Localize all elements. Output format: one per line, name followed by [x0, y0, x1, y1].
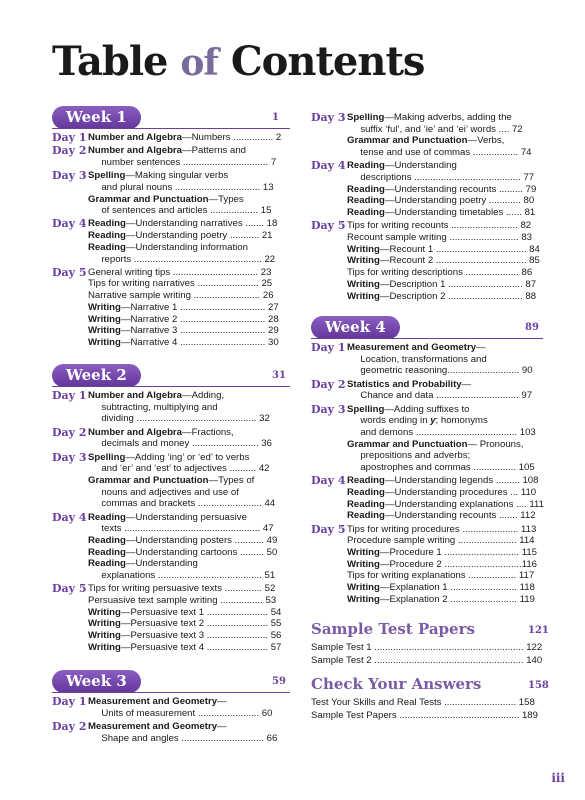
toc-entry: Grammar and Punctuation—Types [88, 193, 244, 205]
toc-entry: Procedure sample writing ...................... 114 [347, 535, 535, 547]
week-heading-rule [52, 692, 290, 693]
toc-entry: explanations ....................................... 51 [88, 570, 276, 581]
toc-entry: apostrophes and commas ................ 105 [347, 462, 535, 473]
toc-entry: Measurement and Geometry— [88, 720, 227, 732]
week-heading-rule [52, 386, 290, 387]
toc-entry: Tips for writing procedures ..................... 113 [347, 523, 537, 535]
toc-entry: Location, transformations and [347, 353, 487, 365]
toc-entry: commas and brackets ........................ 44 [88, 498, 276, 510]
day-label: Day 4 [311, 474, 346, 488]
day-label: Day 4 [52, 217, 87, 231]
day-label: Day 1 [311, 341, 346, 354]
day-label: Day 3 [311, 402, 346, 416]
sample-test-papers-page: 121 [528, 625, 549, 636]
day-label: Day 5 [52, 582, 87, 596]
day-label: Day 5 [52, 265, 87, 279]
toc-entry: Writing—Procedure 1 ............................ 115 [347, 546, 537, 558]
toc-entry: Tips for writing narratives ....................... 25 [88, 278, 273, 290]
toc-entry: Writing—Description 2 ............................ 88 [347, 290, 537, 302]
toc-entry: Tips for writing persuasive texts .............. 52 [88, 583, 276, 595]
toc-entry: Reading—Understanding recounts ......... 79 [347, 183, 537, 195]
toc-entry: Writing—Narrative 1 ................................ 27 [88, 301, 279, 313]
day-label: Day 2 [52, 719, 87, 733]
toc-entry: Persuasive text sample writing ................ 53 [88, 594, 277, 606]
toc-entry: words ending in y; homonyms [347, 415, 488, 427]
toc-entry: decimals and money ......................... 36 [88, 438, 272, 450]
check-your-answers-item: Sample Test Papers ............................................. 189 [311, 709, 538, 721]
toc-entry: Reading—Understanding narratives ....... 18 [88, 218, 278, 230]
toc-entry: Reading—Understanding cartoons ......... 50 [88, 546, 278, 558]
toc-entry: prepositions and adverbs; [347, 450, 471, 462]
day-label: Day 3 [52, 450, 87, 464]
week-2-heading: Week 2 [52, 364, 141, 387]
toc-entry: Grammar and Punctuation—Verbs, [347, 135, 505, 147]
toc-entry: Reading—Understanding poetry ............ 80 [347, 195, 535, 207]
toc-entry: reports ................................................ 22 [88, 253, 276, 265]
toc-entry: and plural nouns ................................ 13 [88, 181, 274, 193]
toc-entry: Measurement and Geometry— [88, 696, 227, 707]
week-4-page: 89 [525, 322, 539, 333]
page-title: Table of Contents [52, 38, 425, 85]
toc-entry: Recount sample writing .......................... 83 [347, 232, 533, 243]
toc-entry: Number and Algebra—Fractions, [88, 426, 234, 438]
check-your-answers-heading: Check Your Answers [311, 675, 482, 693]
toc-entry: dividing ............................................. 32 [88, 413, 270, 425]
toc-entry: subtracting, multiplying and [88, 401, 218, 413]
day-label: Day 5 [311, 219, 346, 233]
toc-entry: Writing—Narrative 4 ................................ 30 [88, 336, 279, 348]
toc-entry: Writing—Explanation 2 ......................... 119 [347, 593, 535, 605]
toc-entry: Units of measurement ....................... 60 [88, 707, 273, 719]
toc-entry: Writing—Persuasive text 2 ....................... 55 [88, 618, 282, 630]
toc-entry: Writing—Procedure 2 .............................116 [347, 558, 537, 570]
toc-entry: Chance and data ............................... 97 [347, 390, 533, 402]
toc-entry: nouns and adjectives and use of [88, 486, 239, 498]
week-heading-rule [311, 338, 543, 339]
toc-entry: Narrative sample writing ......................... 26 [88, 290, 274, 302]
toc-entry: Reading—Understanding [88, 558, 198, 570]
toc-entry: Measurement and Geometry— [347, 342, 486, 353]
sample-test-papers-heading: Sample Test Papers [311, 620, 475, 638]
toc-entry: texts ................................................... 47 [88, 523, 274, 535]
toc-entry: Statistics and Probability— [347, 378, 472, 390]
toc-entry: Shape and angles ............................... 66 [88, 732, 278, 744]
toc-entry: Grammar and Punctuation— Pronouns, [347, 438, 524, 450]
day-label: Day 1 [52, 131, 87, 144]
toc-entry: Reading—Understanding procedures ... 110 [347, 486, 537, 498]
toc-entry: Reading—Understanding poetry ........... 21 [88, 230, 273, 242]
day-label: Day 5 [311, 522, 346, 536]
toc-entry: Tips for writing recounts ......................... 82 [347, 220, 532, 232]
toc-entry: Reading—Understanding posters ........... 49 [88, 534, 278, 546]
toc-entry: Writing—Recount 2 .................................. 85 [347, 255, 540, 267]
toc-entry: Reading—Understanding persuasive [88, 511, 247, 523]
toc-entry: Writing—Description 1 ............................ 87 [347, 278, 537, 290]
toc-entry: and demons ...................................... 103 [347, 426, 536, 438]
toc-entry: geometric reasoning........................... 90 [347, 365, 533, 377]
toc-entry: Reading—Understanding recounts ....... 112 [347, 510, 536, 522]
toc-entry: Writing—Narrative 3 ................................ 29 [88, 325, 279, 337]
sample-test-papers-item: Sample Test 2 ........................................................ 140 [311, 654, 543, 666]
toc-entry: Tips for writing descriptions .................... 86 [347, 267, 533, 279]
toc-entry: Writing—Explanation 1 ......................... 118 [347, 582, 535, 593]
toc-entry: tense and use of commas ................. 74 [347, 147, 532, 159]
toc-entry: Reading—Understanding explanations .... 111 [347, 498, 544, 510]
toc-entry: Spelling—Adding suffixes to [347, 403, 470, 415]
sample-test-papers-item: Sample Test 1 ........................................................ 122 [311, 642, 543, 653]
check-your-answers-page: 158 [528, 680, 549, 691]
toc-entry: Spelling—Adding ‘ing’ or ‘ed’ to verbs [88, 451, 250, 463]
day-label: Day 2 [311, 377, 346, 391]
toc-entry: Number and Algebra—Adding, [88, 390, 225, 401]
week-heading-rule [52, 128, 290, 129]
day-label: Day 2 [52, 144, 87, 158]
day-label: Day 1 [52, 695, 87, 708]
toc-entry: and ‘er’ and ‘est’ to adjectives .......... 42 [88, 463, 270, 475]
toc-entry: Spelling—Making adverbs, adding the [347, 112, 512, 123]
day-label: Day 1 [52, 389, 87, 402]
toc-entry: Writing—Persuasive text 3 ....................... 56 [88, 630, 282, 641]
toc-entry: Reading—Understanding information [88, 241, 248, 253]
page-number: iii [551, 771, 565, 785]
toc-entry: Spelling—Making singular verbs [88, 170, 229, 182]
toc-entry: descriptions ........................................ 77 [347, 172, 535, 183]
toc-entry: Writing—Persuasive text 1 ....................... 54 [88, 606, 282, 618]
toc-entry: Reading—Understanding [347, 160, 457, 172]
toc-entry: Number and Algebra—Numbers ............... 2 [88, 132, 282, 143]
toc-entry: Writing—Recount 1 .................................. 84 [347, 243, 540, 255]
toc-entry: suffix ‘ful’, and ‘ie’ and ‘ei’ words .... 72 [347, 123, 523, 135]
day-label: Day 2 [52, 425, 87, 439]
toc-entry: Reading—Understanding legends ......... 108 [347, 475, 539, 487]
toc-entry: Reading—Understanding timetables ...... 81 [347, 207, 536, 219]
toc-entry: General writing tips ................................ 23 [88, 266, 272, 278]
day-label: Day 4 [52, 510, 87, 524]
week-1-page: 1 [272, 112, 279, 123]
week-4-heading: Week 4 [311, 316, 400, 339]
toc-entry: Writing—Persuasive text 4 ....................... 57 [88, 641, 282, 653]
check-your-answers-item: Test Your Skills and Real Tests ........................... 158 [311, 697, 535, 708]
week-3-heading: Week 3 [52, 670, 141, 693]
day-label: Day 4 [311, 159, 346, 173]
toc-entry: Writing—Narrative 2 ................................ 28 [88, 313, 279, 325]
toc-entry: of sentences and articles .................. 15 [88, 205, 272, 217]
week-2-page: 31 [272, 370, 286, 381]
week-3-page: 59 [272, 676, 286, 687]
toc-entry: Number and Algebra—Patterns and [88, 145, 246, 157]
toc-entry: number sentences ................................ 7 [88, 156, 277, 168]
toc-entry: Tips for writing explanations .................. 117 [347, 570, 535, 582]
week-1-heading: Week 1 [52, 106, 141, 129]
toc-entry: Grammar and Punctuation—Types of [88, 474, 255, 486]
day-label: Day 3 [52, 169, 87, 183]
day-label: Day 3 [311, 111, 346, 124]
